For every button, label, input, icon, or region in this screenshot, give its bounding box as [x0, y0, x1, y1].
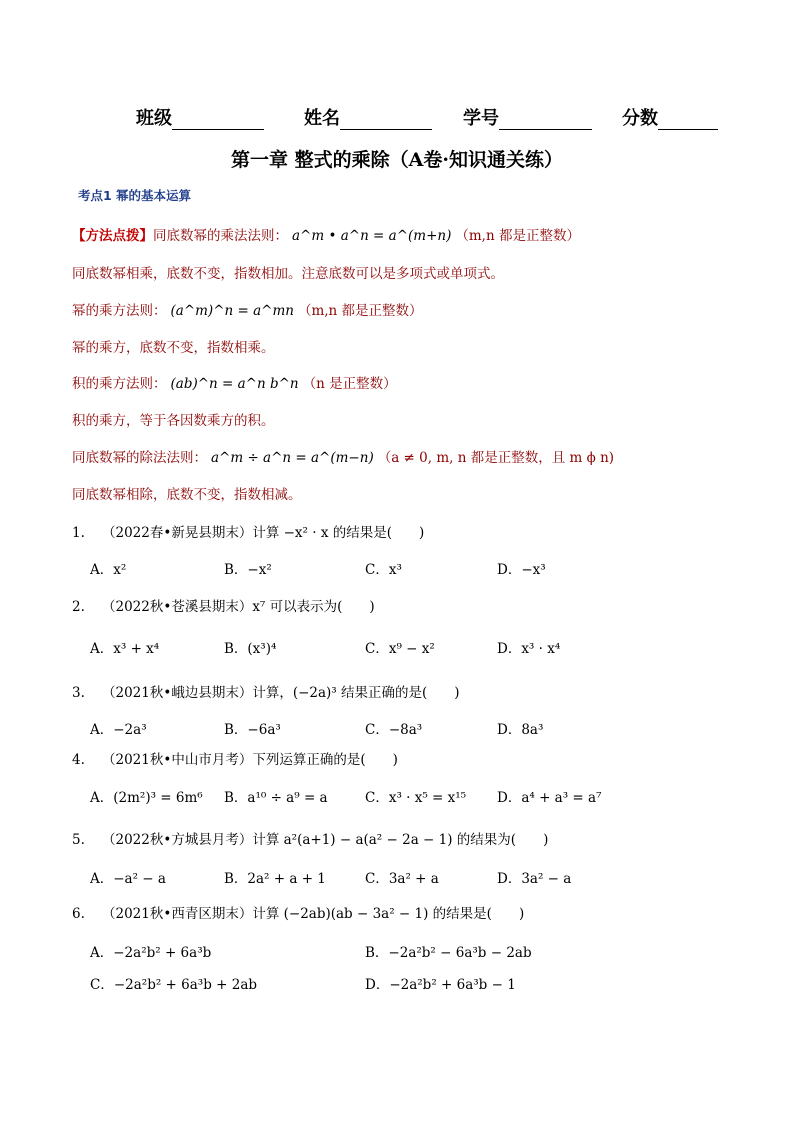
method-line-3 [72, 299, 423, 319]
option-a[interactable]: A．−a² − a [90, 871, 166, 887]
option-d[interactable]: D．x³ · x⁴ [497, 641, 561, 657]
question-2 [72, 595, 375, 615]
question-text: （2022秋•苍溪县期末）x⁷ 可以表示为( ) [102, 599, 375, 615]
option-c[interactable]: C．x³ [365, 562, 402, 578]
option-a[interactable]: A．x³ + x⁴ [90, 641, 160, 657]
name-field [304, 104, 432, 130]
option-d[interactable]: D．−2a²b² + 6a³b − 1 [365, 977, 516, 993]
option-a[interactable]: A．x² [90, 562, 127, 578]
question-number: 5. [72, 832, 85, 848]
method-l3-text: 幂的乘方法则： [72, 303, 167, 319]
option-a[interactable]: A．−2a³ [90, 722, 147, 738]
option-b[interactable]: B．(x³)⁴ [224, 641, 277, 657]
question-number: 6. [72, 906, 85, 922]
option-b[interactable]: B．a¹⁰ ÷ a⁹ = a [224, 790, 328, 806]
question-text: （2022秋•方城县月考）计算 a²(a+1) − a(a² − 2a − 1) 的结果为( ) [102, 832, 549, 848]
method-line-2: 同底数幂相乘，底数不变，指数相加。注意底数可以是多项式或单项式。 [72, 266, 504, 282]
name-blank[interactable] [340, 109, 432, 130]
id-blank[interactable] [499, 109, 592, 130]
option-c[interactable]: C．x³ · x⁵ = x¹⁵ [365, 790, 467, 806]
method-l7-formula: a^m ÷ a^n = a^(m−n) [211, 450, 374, 466]
question-text: （2021秋•峨边县期末）计算，(−2a)³ 结果正确的是( ) [102, 685, 460, 701]
method-tag: 【方法点拨】 [72, 228, 153, 244]
option-d[interactable]: D．3a² − a [497, 871, 572, 887]
question-5 [72, 828, 548, 848]
name-label: 姓名 [304, 108, 340, 129]
method-line-1 [72, 224, 580, 244]
option-a[interactable]: A．(2m²)³ = 6m⁶ [90, 790, 203, 806]
score-label: 分数 [622, 108, 658, 129]
option-d[interactable]: D．−x³ [497, 562, 546, 578]
method-l7-note: （a ≠ 0, m, n 都是正整数，且 m ϕ n) [377, 450, 615, 466]
method-l3-note: （m,n 都是正整数） [297, 303, 423, 319]
page-title: 第一章 整式的乘除（A卷·知识通关练） [231, 149, 563, 171]
question-number: 4. [72, 752, 85, 768]
score-field [622, 104, 718, 130]
method-l1-text: 同底数幂的乘法法则： [153, 228, 288, 244]
class-blank[interactable] [172, 109, 264, 130]
question-3 [72, 681, 460, 701]
method-line-5 [72, 372, 397, 392]
class-field [136, 104, 264, 130]
option-b[interactable]: B．−2a²b² − 6a³b − 2ab [365, 945, 532, 961]
option-a[interactable]: A．−2a²b² + 6a³b [90, 945, 212, 961]
option-c[interactable]: C．x⁹ − x² [365, 641, 435, 657]
option-b[interactable]: B．2a² + a + 1 [224, 871, 326, 887]
method-l5-formula: (ab)^n = a^n b^n [170, 376, 299, 392]
question-number: 1. [72, 525, 85, 541]
class-label: 班级 [136, 108, 172, 129]
question-1 [72, 521, 424, 541]
student-info-line [0, 104, 794, 132]
method-l7-text: 同底数幂的除法法则： [72, 450, 207, 466]
method-line-6: 积的乘方，等于各因数乘方的积。 [72, 413, 275, 429]
question-4 [72, 748, 398, 768]
option-c[interactable]: C．−2a²b² + 6a³b + 2ab [90, 977, 258, 993]
method-line-4: 幂的乘方，底数不变，指数相乘。 [72, 340, 275, 356]
method-line-7 [72, 446, 614, 466]
question-number: 3. [72, 685, 85, 701]
question-6 [72, 902, 524, 922]
question-text: （2021秋•西青区期末）计算 (−2ab)(ab − 3a² − 1) 的结果是( ) [102, 906, 525, 922]
method-l5-note: （n 是正整数） [302, 376, 397, 392]
option-d[interactable]: D．a⁴ + a³ = a⁷ [497, 790, 602, 806]
option-d[interactable]: D．8a³ [497, 722, 544, 738]
method-l3-formula: (a^m)^n = a^mn [170, 303, 294, 319]
option-c[interactable]: C．3a² + a [365, 871, 439, 887]
question-number: 2. [72, 599, 85, 615]
method-l1-note: （m,n 都是正整数） [455, 228, 580, 244]
method-line-8: 同底数幂相除，底数不变，指数相减。 [72, 487, 302, 503]
method-l5-text: 积的乘方法则： [72, 376, 167, 392]
question-text: （2022春•新晃县期末）计算 −x² · x 的结果是( ) [102, 525, 425, 541]
question-text: （2021秋•中山市月考）下列运算正确的是( ) [102, 752, 398, 768]
section-heading: 考点1 幂的基本运算 [78, 188, 192, 203]
id-label: 学号 [463, 108, 499, 129]
option-b[interactable]: B．−6a³ [224, 722, 281, 738]
score-blank[interactable] [658, 109, 718, 130]
method-l1-formula: a^m • a^n = a^(m+n) [292, 228, 452, 244]
option-b[interactable]: B．−x² [224, 562, 272, 578]
id-field [463, 104, 592, 130]
option-c[interactable]: C．−8a³ [365, 722, 423, 738]
